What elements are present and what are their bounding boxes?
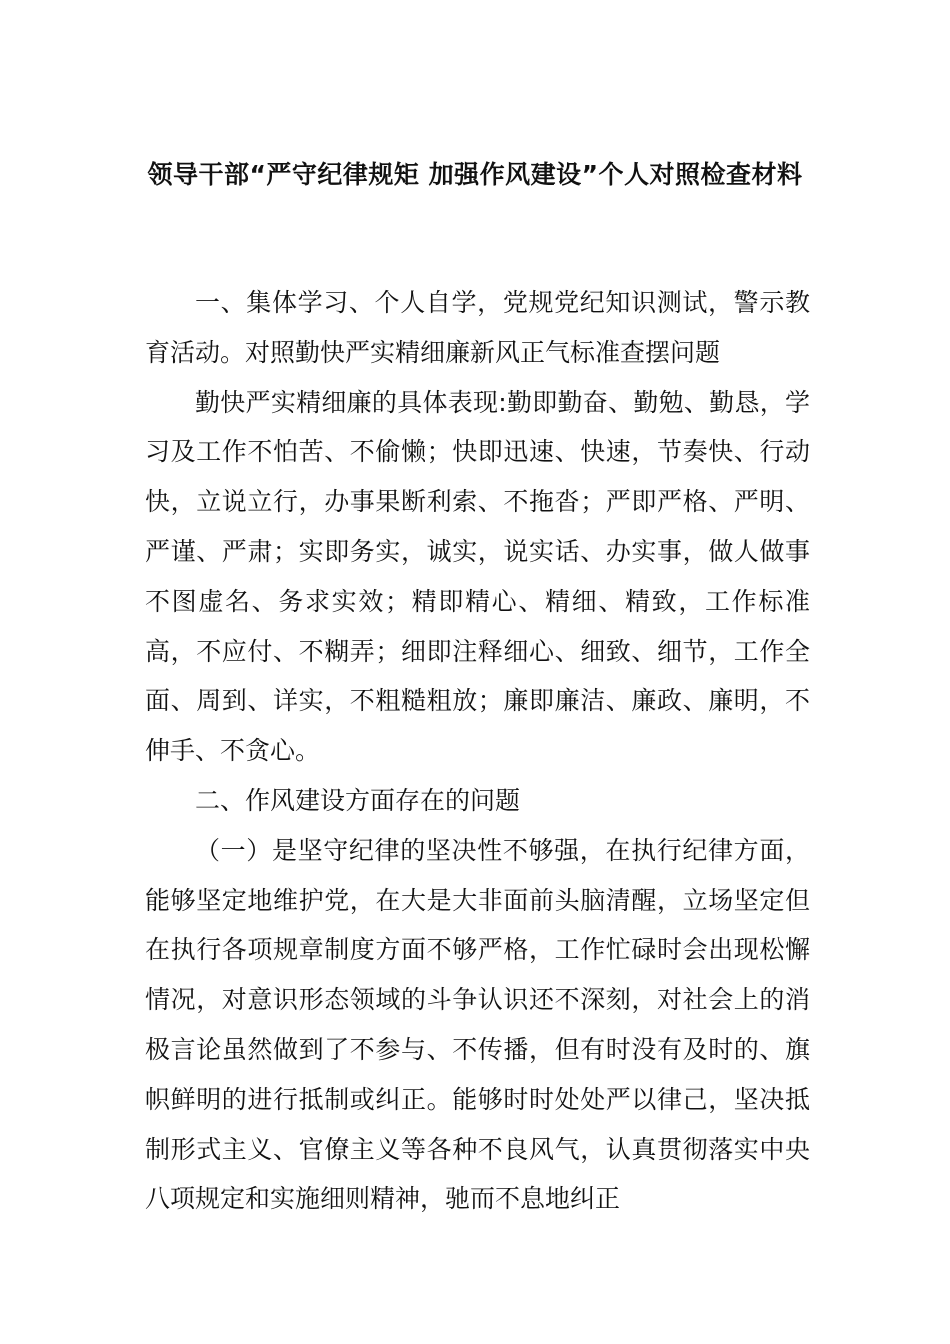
section-heading-problems: 二、作风建设方面存在的问题 — [195, 785, 521, 815]
document-title: 领导干部“严守纪律规矩 加强作风建设”个人对照检查材料 — [147, 160, 803, 189]
paragraph-standards-description: 勤快严实精细廉的具体表现:勤即勤奋、勤勉、勤恳，学习及工作不怕苦、不偷懒；快即迅速、快速，节奏快、行动快，立说立行，办事果断利索、不拖沓；严即严格、严明、严谨、严肃；实即务实，诚实，说实话、办实事，做人做事不图虚名、务求实效；精即精心、精细、精致，工作标准高，不应付、不糊弄；细即注释细心、细致、细节，工作全面、周到、详实，不粗糙粗放；廉即廉洁、廉政、廉明，不伸手、不贪心。 — [145, 387, 810, 766]
document-body — [145, 278, 810, 1224]
paragraph-study-activities: 一、集体学习、个人自学，党规党纪知识测试，警示教育活动。对照勤快严实精细廉新风正气标准查摆问题 — [145, 288, 810, 367]
paragraph-discipline-issue: （一）是坚守纪律的坚决性不够强，在执行纪律方面，能够坚定地维护党，在大是大非面前头脑清醒，立场坚定但在执行各项规章制度方面不够严格，工作忙碌时会出现松懈情况，对意识形态领域的斗争认识还不深刻，对社会上的消极言论虽然做到了不参与、不传播，但有时没有及时的、旗帜鲜明的进行抵制或纠正。能够时时处处严以律己，坚决抵制形式主义、官僚主义等各种不良风气，认真贯彻落实中央八项规定和实施细则精神，驰而不息地纠正 — [145, 835, 810, 1214]
